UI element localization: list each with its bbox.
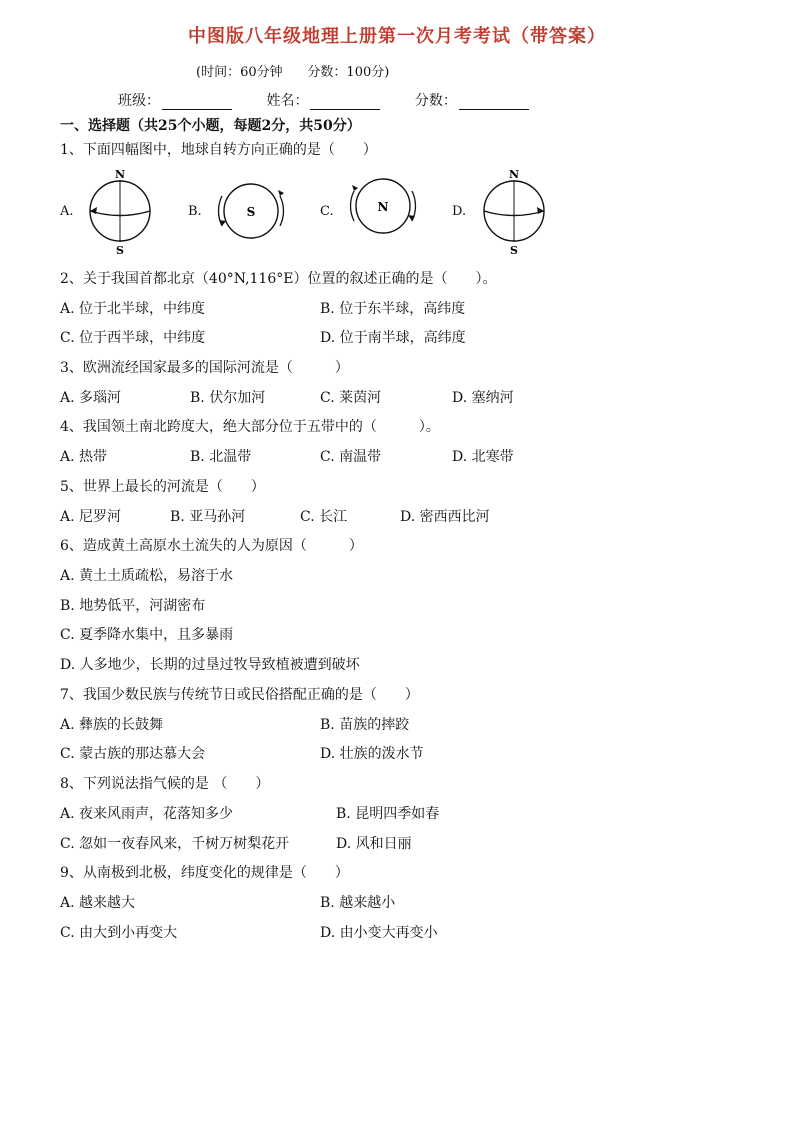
question-9-stem: 9、从南极到北极，纬度变化的规律是（ ）: [60, 865, 349, 881]
q9-option-d[interactable]: D. 由小变大再变小: [320, 925, 438, 941]
q3-option-a[interactable]: A. 多瑙河: [60, 390, 122, 406]
score-label: 分数：: [414, 93, 457, 109]
q5-option-d[interactable]: D. 密西西比河: [400, 509, 490, 525]
q6-option-c[interactable]: C. 夏季降水集中，且多暴雨: [60, 627, 234, 643]
q3-option-b[interactable]: B. 伏尔加河: [190, 390, 266, 406]
question-4-stem: 4、我国领土南北跨度大，绝大部分位于五带中的（ ）。: [60, 419, 440, 435]
name-blank[interactable]: [310, 95, 380, 110]
globe-figure-d: [474, 166, 554, 256]
q5-option-c[interactable]: C. 长江: [300, 509, 348, 525]
class-blank[interactable]: [162, 95, 232, 110]
q8-option-a[interactable]: A. 夜来风雨声，花落知多少: [60, 806, 234, 822]
q6-option-b[interactable]: B. 地势低平，河湖密布: [60, 598, 206, 614]
south-pole-label: S: [116, 244, 124, 256]
q4-option-d[interactable]: D. 北寒带: [452, 449, 514, 465]
exam-info: [196, 61, 389, 80]
q6-option-d[interactable]: D. 人多地少，长期的过垦过牧导致植被遭到破坏: [60, 657, 360, 673]
q5-option-b[interactable]: B. 亚马孙河: [170, 509, 246, 525]
q6-option-a[interactable]: A. 黄土土质疏松，易溶于水: [60, 568, 234, 584]
question-3-stem: 3、欧洲流经国家最多的国际河流是（ ）: [60, 360, 349, 376]
q7-option-d[interactable]: D. 壮族的泼水节: [320, 746, 424, 762]
score-field[interactable]: [415, 90, 529, 110]
exam-total-score: 分数：100分): [307, 65, 390, 80]
question-6-stem: 6、造成黄土高原水土流失的人为原因（ ）: [60, 538, 363, 554]
q4-option-a[interactable]: A. 热带: [60, 449, 108, 465]
question-2-stem: 2、关于我国首都北京（40°N,116°E）位置的叙述正确的是（ ）。: [60, 271, 497, 287]
q2-option-a[interactable]: A. 位于北半球，中纬度: [60, 301, 206, 317]
section-heading: 一、选择题（共25个小题，每题2分，共50分）: [60, 118, 361, 134]
q1-label-b[interactable]: B.: [188, 204, 202, 219]
class-label: 班级：: [118, 93, 160, 109]
north-pole-label: N: [508, 168, 520, 181]
question-7-stem: 7、我国少数民族与传统节日或民俗搭配正确的是（ ）: [60, 687, 419, 703]
name-field[interactable]: [266, 90, 380, 110]
south-pole-label: S: [510, 244, 518, 256]
q8-option-c[interactable]: C. 忽如一夜春风来，千树万树梨花开: [60, 836, 290, 852]
q8-option-b[interactable]: B. 昆明四季如春: [336, 806, 440, 822]
q7-option-b[interactable]: B. 苗族的摔跤: [320, 717, 410, 733]
question-1-stem: 1、下面四幅图中，地球自转方向正确的是（ ）: [60, 142, 377, 158]
exam-time: (时间：60分钟: [196, 65, 283, 80]
question-5-stem: 5、世界上最长的河流是（ ）: [60, 479, 265, 495]
student-info-line: [118, 90, 559, 110]
globe-figure-a: [80, 166, 160, 256]
q3-option-c[interactable]: C. 莱茵河: [320, 390, 382, 406]
q9-option-b[interactable]: B. 越来越小: [320, 895, 396, 911]
south-pole-center-label: S: [246, 205, 256, 219]
q2-option-b[interactable]: B. 位于东半球，高纬度: [320, 301, 466, 317]
north-pole-center-label: N: [377, 200, 389, 214]
q8-option-d[interactable]: D. 风和日丽: [336, 836, 412, 852]
q1-label-d[interactable]: D.: [452, 204, 467, 219]
q1-label-c[interactable]: C.: [320, 204, 334, 219]
class-field[interactable]: [118, 90, 232, 110]
question-8-stem: 8、下列说法指气候的是 （ ）: [60, 776, 270, 792]
q7-option-c[interactable]: C. 蒙古族的那达慕大会: [60, 746, 206, 762]
q2-option-c[interactable]: C. 位于西半球，中纬度: [60, 330, 206, 346]
q4-option-b[interactable]: B. 北温带: [190, 449, 252, 465]
q7-option-a[interactable]: A. 彝族的长鼓舞: [60, 717, 164, 733]
q3-option-d[interactable]: D. 塞纳河: [452, 390, 514, 406]
globe-figure-b: [206, 166, 296, 256]
score-blank[interactable]: [459, 95, 529, 110]
globe-figure-c: [338, 166, 428, 256]
q9-option-a[interactable]: A. 越来越大: [60, 895, 136, 911]
q1-label-a[interactable]: A.: [60, 204, 74, 219]
q4-option-c[interactable]: C. 南温带: [320, 449, 382, 465]
name-label: 姓名：: [266, 93, 309, 109]
q9-option-c[interactable]: C. 由大到小再变大: [60, 925, 178, 941]
q2-option-d[interactable]: D. 位于南半球，高纬度: [320, 330, 466, 346]
north-pole-label: N: [114, 168, 126, 181]
page-title: 中图版八年级地理上册第一次月考考试（带答案）: [188, 26, 606, 47]
q5-option-a[interactable]: A. 尼罗河: [60, 509, 122, 525]
